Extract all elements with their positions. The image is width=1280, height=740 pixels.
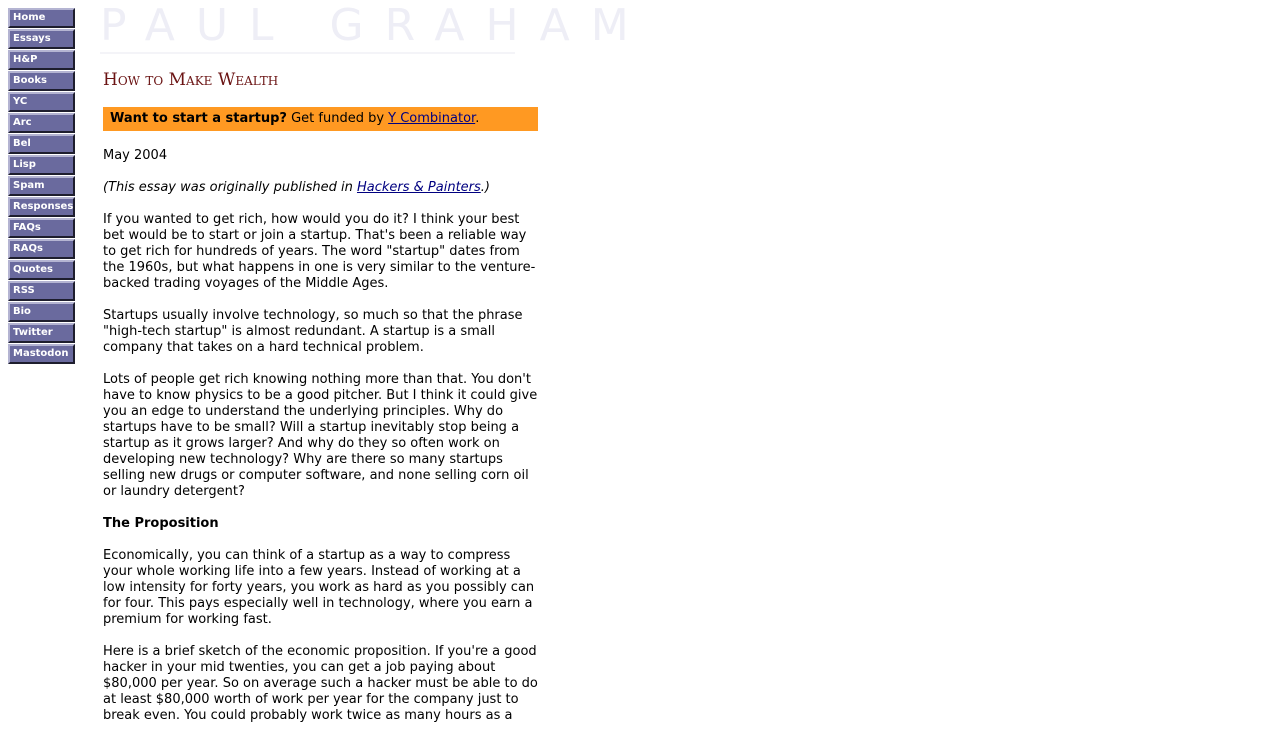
yc-link[interactable]: Y Combinator	[388, 111, 476, 126]
nav-bel-button[interactable]: Bel	[8, 134, 75, 154]
nav-yc-button[interactable]: YC	[8, 92, 75, 112]
paragraph-2: Startups usually involve technology, so much so that the phrase "high-tech startup" is almost redundant. A startup is a small company that takes on a hard technical problem.	[103, 308, 523, 355]
site-logo[interactable]: PAUL GRAHAM	[100, 2, 515, 54]
nav-twitter-button[interactable]: Twitter	[8, 323, 75, 343]
banner-text: Get funded by	[286, 111, 389, 126]
paragraph-4: Economically, you can think of a startup as a way to compress your whole working life into a few years. Instead of working at a low intensity for forty years, you work as hard as you possibly can for four. This pays especially well in technology, where you earn a premium for working fast.	[103, 548, 535, 627]
page-title: How to Make Wealth	[103, 70, 279, 90]
paragraph-5: Here is a brief sketch of the economic proposition. If you're a good hacker in your mid twenties, you can get a job paying about $80,000 per year. So on average such a hacker must be able to do at least $80,000 worth of work per year for the company just to break even. You could probably work twice as many hours as a	[103, 644, 538, 723]
nav-books-button[interactable]: Books	[8, 71, 75, 91]
nav-hp-button[interactable]: H&P	[8, 50, 75, 70]
sidebar-nav	[8, 8, 75, 365]
nav-bio-button[interactable]: Bio	[8, 302, 75, 322]
nav-raqs-button[interactable]: RAQs	[8, 239, 75, 259]
section-heading: The Proposition	[103, 516, 219, 531]
article-body	[103, 148, 538, 740]
note-prefix: (This essay was originally published in	[103, 180, 357, 195]
banner-bold-text: Want to start a startup?	[110, 111, 287, 126]
nav-quotes-button[interactable]: Quotes	[8, 260, 75, 280]
publication-note	[103, 180, 538, 196]
paragraph-1: If you wanted to get rich, how would you do it? I think your best bet would be to start or join a startup. That's been a reliable way to get rich for hundreds of years. The word "startup" dates from the 1960s, but what happens in one is very similar to the venture-backed trading voyages of the Middle Ages.	[103, 212, 536, 291]
note-suffix: .)	[480, 180, 491, 195]
paragraph-3: Lots of people get rich knowing nothing more than that. You don't have to know physics to be a good pitcher. But I think it could give you an edge to understand the underlying principles. Why do startups have to be small? Will a startup inevitably stop being a startup as it grows larger? And why do they so often work on developing new technology? Why are there so many startups selling new drugs or computer software, and none selling corn oil or laundry detergent?	[103, 372, 538, 499]
nav-faqs-button[interactable]: FAQs	[8, 218, 75, 238]
banner-end: .	[475, 111, 480, 126]
article-date: May 2004	[103, 148, 168, 163]
nav-essays-button[interactable]: Essays	[8, 29, 75, 49]
nav-lisp-button[interactable]: Lisp	[8, 155, 75, 175]
nav-mastodon-button[interactable]: Mastodon	[8, 344, 75, 364]
yc-banner	[103, 107, 538, 131]
nav-spam-button[interactable]: Spam	[8, 176, 75, 196]
hackers-painters-link[interactable]: Hackers & Painters	[356, 180, 481, 195]
nav-rss-button[interactable]: RSS	[8, 281, 75, 301]
nav-home-button[interactable]: Home	[8, 8, 75, 28]
nav-responses-button[interactable]: Responses	[8, 197, 75, 217]
nav-arc-button[interactable]: Arc	[8, 113, 75, 133]
